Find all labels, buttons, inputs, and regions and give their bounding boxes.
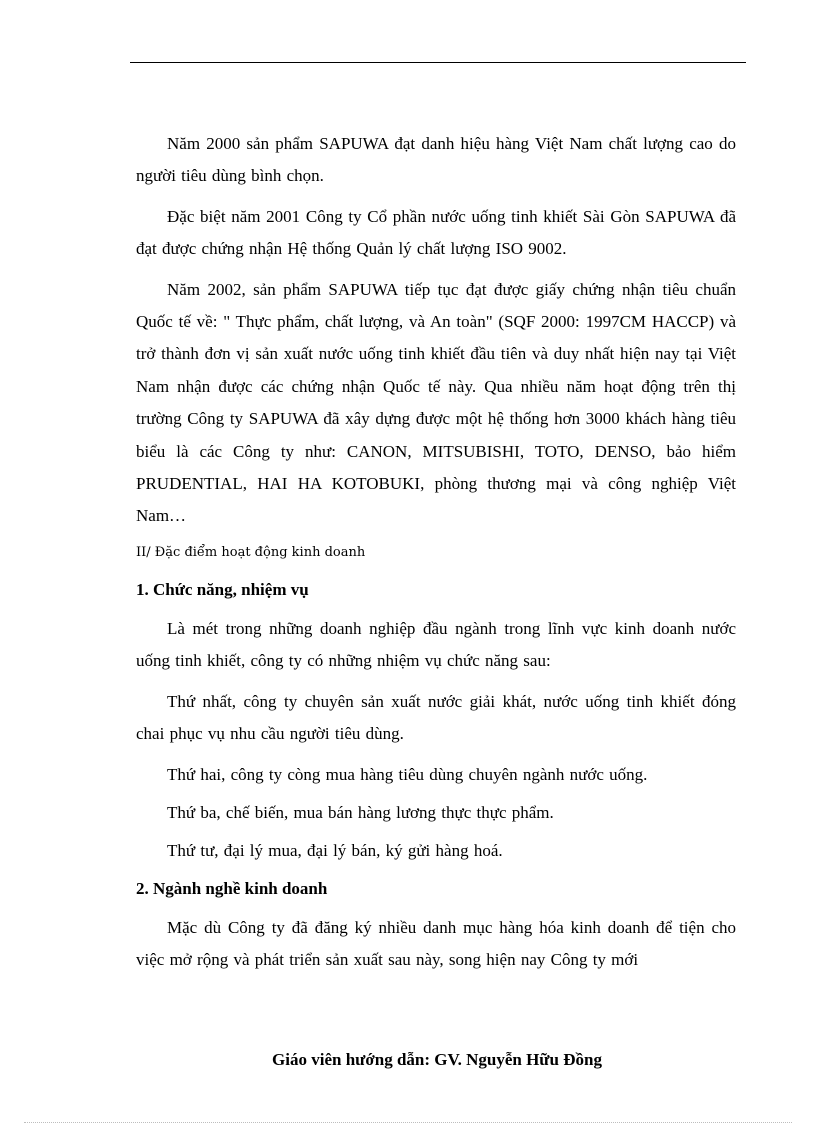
paragraph-2002-certification: Năm 2002, sản phẩm SAPUWA tiếp tục đạt được giấy chứng nhận tiêu chuẩn Quốc tế về: " Thực phẩm, chất lượng, và An toàn" (SQF 2000: 1997CM HACCP) và trở thành đơn vị sản xuất nước uống tinh khiết đầu tiên và duy nhất hiện nay tại Việt Nam nhận được các chứng nhận Quốc tế này. Qua nhiều năm hoạt động trên thị trường Công ty SAPUWA đã xây dựng được một hệ thống hơn 3000 khách hàng tiêu biểu là các Công ty như: CANON, MITSUBISHI, TOTO, DENSO, bảo hiểm PRUDENTIAL, HAI HA KOTOBUKI, phòng thương mại và công nghiệp Việt Nam… [136, 279, 736, 526]
paragraph-functions-intro: Là mét trong những doanh nghiệp đầu ngành trong lĩnh vực kinh doanh nước uống tinh khiết, công ty có những nhiệm vụ chức năng sau: [136, 618, 736, 671]
section-title-business-characteristics: II/ Đặc điểm hoạt động kinh doanh [136, 544, 366, 560]
heading-business-lines: 2. Ngành nghề kinh doanh [136, 878, 328, 898]
footer-supervisor: Giáo viên hướng dẫn: GV. Nguyễn Hữu Đồng [272, 1050, 602, 1069]
paragraph-iso-9002: Đặc biệt năm 2001 Công ty Cổ phần nước uống tinh khiết Sài Gòn SAPUWA đã đạt được chứng nhận Hệ thống Quản lý chất lượng ISO 9002. [136, 206, 736, 259]
page-footer [0, 1050, 816, 1070]
paragraph-business-lines-intro: Mặc dù Công ty đã đăng ký nhiều danh mục hàng hóa kinh doanh để tiện cho việc mở rộng và phát triển sản xuất sau này, song hiện nay Công ty mới [136, 917, 736, 970]
document-body [136, 128, 736, 985]
paragraph-duty-third: Thứ ba, chế biến, mua bán hàng lương thực thực phẩm. [167, 802, 554, 822]
paragraph-duty-fourth: Thứ tư, đại lý mua, đại lý bán, ký gửi hàng hoá. [167, 841, 503, 861]
paragraph-duty-second: Thứ hai, công ty còng mua hàng tiêu dùng chuyên ngành nước uống. [167, 764, 648, 784]
header-rule [130, 62, 746, 63]
heading-functions-duties: 1. Chức năng, nhiệm vụ [136, 579, 309, 599]
paragraph-duty-first: Thứ nhất, công ty chuyên sản xuất nước giải khát, nước uống tinh khiết đóng chai phục vụ nhu cầu người tiêu dùng. [136, 691, 736, 744]
paragraph-2000-award: Năm 2000 sản phẩm SAPUWA đạt danh hiệu hàng Việt Nam chất lượng cao do người tiêu dùng bình chọn. [136, 134, 736, 186]
